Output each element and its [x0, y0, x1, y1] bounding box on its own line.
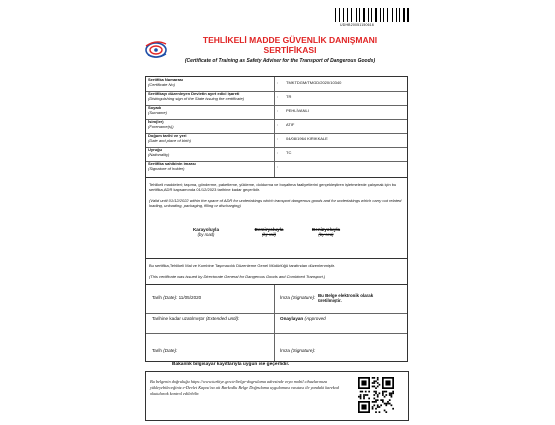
approved-by: Onaylayan (Approved [280, 316, 326, 321]
issuer-text-tr: Bu sertifika,Tehlikeli Mal ve Kombine Taşımacılık Düzenleme Genel Müdürlüğü tarafından düzenlenmiştir. [149, 263, 336, 268]
field-forenames: İsim(ler) (Forename(s)) : ATIF [146, 119, 407, 134]
document-number: UDHB20051150616 [340, 23, 375, 27]
validity-text-en: (Valid until 01/12/2022 within the space of ADR for undertakings which transport dangerous goods and for undertakings which carry out related loading, unloading, packaging, filling or discharging) [149, 198, 402, 208]
verification-footer [145, 371, 409, 421]
field-issuing-state: Sertifikayı düzenleyen Devletin ayırt edici işareti (Distinguishing sign of the State issuing the certificate) : TR [146, 91, 407, 106]
issuer-text-en: (This certificate was issued by Directorate General for Dangerous Goods and Combined Transport.) [149, 274, 326, 279]
issuer-section [145, 258, 408, 286]
verification-text: Bu belgenin doğruluğu https://www.turkiye.gov.tr/belge-dogrulama adresinde veya mobil cihazlarınıza yükleyebileceğiniz e-Devlet Kapısı'na ait Barkodlu Belge Doğrulama uygulaması vasıtası ile yandaki karekod okutularak kontrol edilebilir. [150, 379, 339, 396]
validity-text-tr: Tehlikeli maddeleri; taşıma, gönderme, paketleme, yükleme, doldurma ve boşaltma faaliyetlerini gerçekleştiren işletmelerde çalışmak için bu sertifika,ADR kapsamında 01/12/2023 tarihine kadar geçerlidir. [149, 182, 397, 192]
mode-rail: Demiryoluyla (by rail) [254, 227, 284, 237]
computer-records-note: Bakanlık bilgisayar kayıtlarıyla uygun ise geçerlidir. [172, 362, 290, 367]
extension-date: Tarihine kadar uzatılmıştır (Extended until): [152, 316, 240, 321]
field-certificate-no: Sertifika Numarası (Certificate No) : TMKTDGM/TMGD/2020/10340 [146, 77, 407, 92]
certificate-page [140, 0, 415, 425]
field-birth: Doğum tarihi ve yeri (Date and place of birth) : 04/08/1964 KIRIKKALE [146, 133, 407, 148]
certificate-title-line2: SERTİFİKASI [263, 45, 317, 55]
second-signature: İmza (Signature): [280, 348, 316, 353]
certificate-subtitle: (Certificate of Training as Safety Adviser for the Transport of Dangerous Goods) [184, 58, 376, 64]
certificate-title: TEHLİKELİ MADDE GÜVENLİK DANIŞMANI [202, 35, 378, 45]
barcode [335, 8, 410, 22]
validity-section [145, 177, 408, 260]
qr-code-icon [358, 377, 394, 413]
mode-road: Karayoluyla (by road) [192, 227, 220, 237]
issuer-signature-label: İmza (Signature): [280, 295, 316, 300]
field-holder-signature: Sertifika sahibinin imzası (Signature of holder) : [148, 161, 279, 171]
mode-sea: Denizyoluyla (by sea) [311, 227, 341, 237]
issue-date: Tarih (Date): 11/05/2020 [152, 295, 202, 300]
electronic-note: Bu Belge elektronik olarak üretilmiştir. [318, 293, 374, 303]
field-nationality: Uyruğu (Nationality) : TC [146, 147, 407, 162]
second-date: Tarih (Date): [152, 348, 178, 353]
holder-details-table [145, 76, 408, 179]
field-surname: Soyadı (Surname) : PEHLİVANLI [146, 105, 407, 120]
signature-grid [145, 284, 408, 362]
